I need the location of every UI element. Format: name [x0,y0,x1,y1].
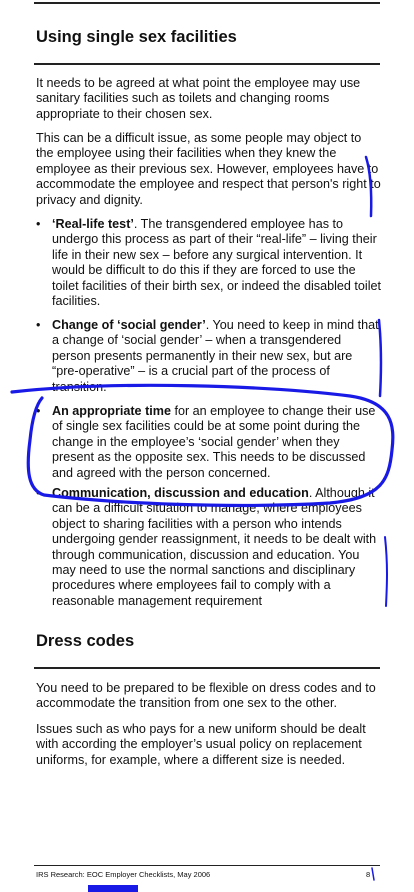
bullet-text [52,404,382,481]
bullet-body: . Although it can be a difficult situation to manage, where employees object to sharing facilities with a person who intends undergoing gender reassignment, it needs to be dealt with through communication, discussion and education. You may need to use the normal sanctions and disciplinary procedures where employees fail to comply with a reasonable management requirement [52,486,377,608]
top-rule [34,2,380,4]
bullet-text [52,217,382,309]
bullet-lead: An appropriate time [52,404,171,418]
footer-rule [34,865,380,866]
margin-tick [372,868,374,880]
bullet-body: . You need to keep in mind that a change of ‘social gender’ – when a transgendered person presents permanently in their new sex, but are “pre-operative” – is a crucial part of the process of transition. [52,318,379,394]
bullet-lead: ‘Real-life test’ [52,217,134,231]
bullet-dot: • [36,404,41,418]
paragraph-uniforms: Issues such as who pays for a new uniform should be dealt with according the employer’s usual policy on replacement uniforms, for example, where a different size is needed. [36,722,366,767]
margin-mark-3 [385,537,387,606]
bullet-appropriate-time [36,404,382,482]
bullet-communication [36,486,382,610]
bullet-lead: Change of ‘social gender’ [52,318,206,332]
bullet-dot: • [36,217,41,231]
footer-source: IRS Research: EOC Employer Checklists, May 2006 [36,870,211,879]
paragraph-agreement: It needs to be agreed at what point the employee may use sanitary facilities such as toilets and changing rooms appropriate to their chosen sex. [36,76,361,121]
ink-smudge [88,885,138,892]
bullet-lead: Communication, discussion and education [52,486,309,500]
section-heading-single-sex-facilities: Using single sex facilities [36,28,237,46]
bullet-text [52,318,382,395]
bullet-dot: • [36,486,41,500]
page-number: 8 [366,870,371,879]
heading-rule [34,667,380,669]
bullet-real-life-test [36,217,382,310]
paragraph-flexible-dress: You need to be prepared to be flexible on dress codes and to accommodate the transition from one sex to the other. [36,681,376,711]
paragraph-difficult-issue: This can be a difficult issue, as some people may object to the employee using their facilities when they knew the employee as their previous sex. However, employees have to accommodate the employee and respect that person's right to privacy and dignity. [36,131,381,207]
heading-rule [34,63,380,65]
bullet-change-social-gender [36,318,382,394]
bullet-dot: • [36,318,41,332]
bullet-body: for an employee to change their use of single sex facilities could be at some point during the change in the employee’s ‘social gender’ when they present as the opposite sex. This needs to be discussed and agreed with the person concerned. [52,404,376,480]
bullet-body: . The transgendered employee has to undergo this process as part of their “real-life” – living their life in their new sex – before any surgical intervention. It would be difficult to do this if they are forced to use the toilet facilities of their birth sex, or indeed the disabled toilet facilities. [52,217,382,309]
section-heading-dress-codes: Dress codes [36,632,135,650]
bullet-text [52,486,382,609]
